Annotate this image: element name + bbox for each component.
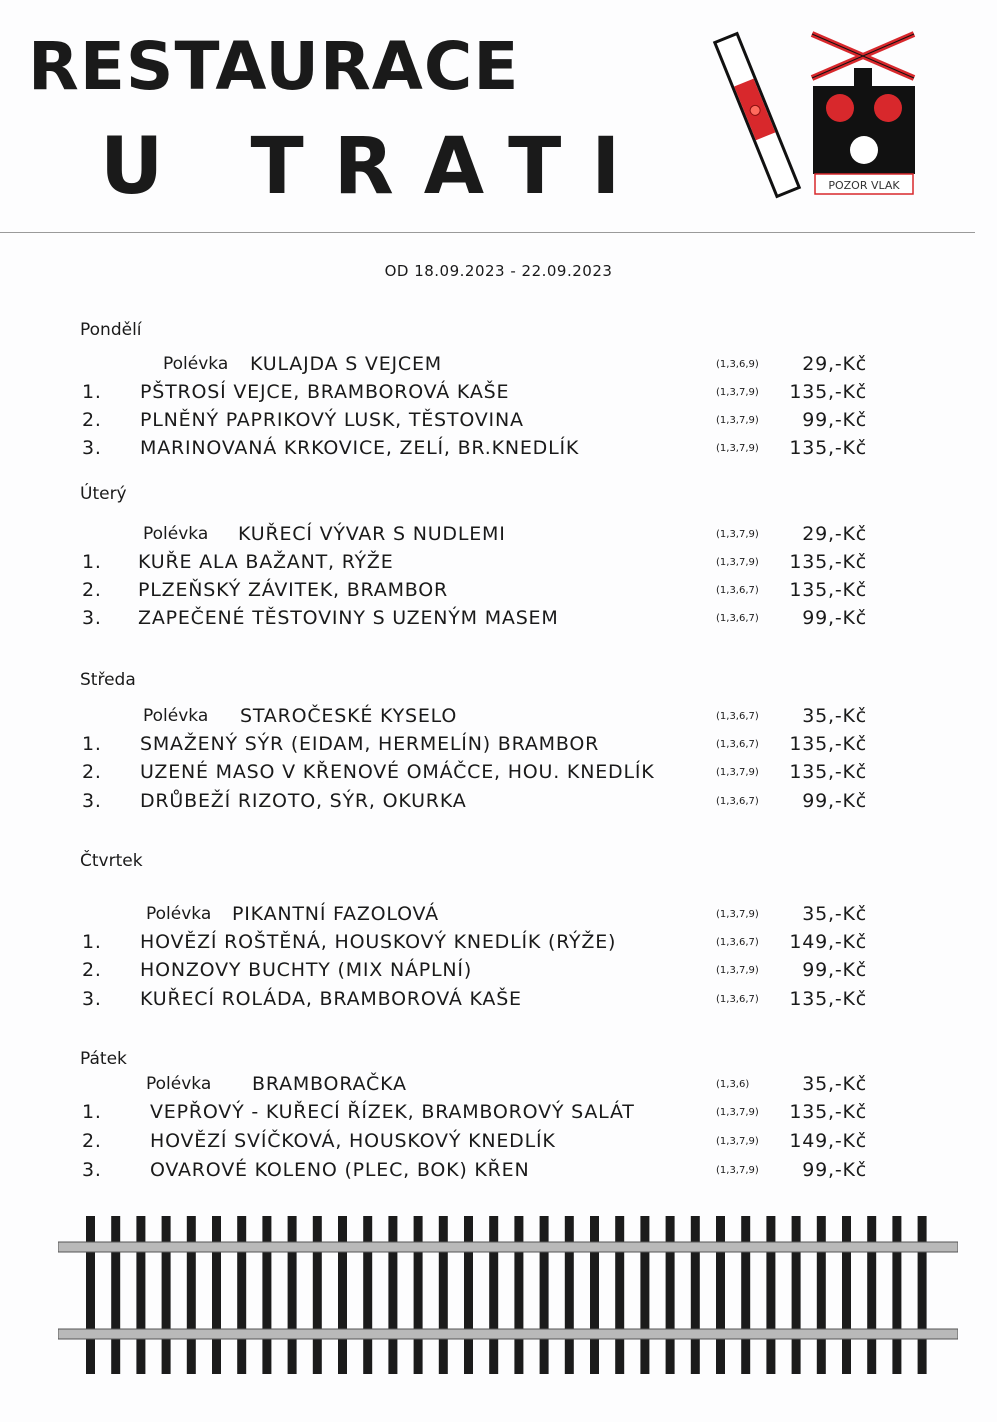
allergens: (1,3,6) bbox=[716, 1079, 750, 1090]
soup-label: Polévka bbox=[143, 706, 209, 726]
allergens: (1,3,6,7) bbox=[716, 994, 759, 1005]
allergens: (1,3,6,7) bbox=[716, 937, 759, 948]
meal-name: PŠTROSÍ VEJCE, BRAMBOROVÁ KAŠE bbox=[140, 381, 510, 403]
track-sleeper bbox=[615, 1216, 624, 1374]
meal-number: 1. bbox=[82, 1101, 102, 1123]
allergens: (1,3,7,9) bbox=[716, 387, 759, 398]
day-heading-thursday: Čtvrtek bbox=[80, 851, 143, 871]
meal-name: SMAŽENÝ SÝR (EIDAM, HERMELÍN) BRAMBOR bbox=[140, 733, 600, 755]
allergens: (1,3,7,9) bbox=[716, 529, 759, 540]
meal-name: HONZOVY BUCHTY (MIX NÁPLNÍ) bbox=[140, 959, 473, 981]
allergens: (1,3,7,9) bbox=[716, 443, 759, 454]
soup-name: KULAJDA S VEJCEM bbox=[250, 353, 442, 375]
track-sleeper bbox=[565, 1216, 574, 1374]
meal-name: KUŘECÍ ROLÁDA, BRAMBOROVÁ KAŠE bbox=[140, 988, 522, 1010]
price: 135,-Kč bbox=[789, 551, 867, 573]
price: 29,-Kč bbox=[802, 353, 867, 375]
price: 135,-Kč bbox=[789, 437, 867, 459]
meal-name: VEPŘOVÝ - KUŘECÍ ŘÍZEK, BRAMBOROVÝ SALÁT bbox=[150, 1101, 635, 1123]
track-sleeper bbox=[363, 1216, 372, 1374]
meal-number: 1. bbox=[82, 931, 102, 953]
meal-row bbox=[0, 988, 997, 1014]
price: 99,-Kč bbox=[802, 790, 867, 812]
price: 135,-Kč bbox=[789, 733, 867, 755]
soup-row-thursday bbox=[0, 903, 997, 929]
soup-name: KUŘECÍ VÝVAR S NUDLEMI bbox=[238, 523, 506, 545]
restaurant-title-line2: U TRATI bbox=[100, 122, 651, 212]
price: 99,-Kč bbox=[802, 1159, 867, 1181]
allergens: (1,3,7,9) bbox=[716, 1136, 759, 1147]
track-sleeper bbox=[590, 1216, 599, 1374]
track-sleeper bbox=[691, 1216, 700, 1374]
price: 149,-Kč bbox=[789, 931, 867, 953]
meal-name: PLNĚNÝ PAPRIKOVÝ LUSK, TĚSTOVINA bbox=[140, 409, 524, 431]
allergens: (1,3,6,9) bbox=[716, 359, 759, 370]
track-sleeper bbox=[842, 1216, 851, 1374]
price: 99,-Kč bbox=[802, 607, 867, 629]
sign-text: POZOR VLAK bbox=[828, 179, 900, 192]
meal-name: HOVĚZÍ ROŠTĚNÁ, HOUSKOVÝ KNEDLÍK (RÝŽE) bbox=[140, 931, 617, 953]
track-sleeper bbox=[388, 1216, 397, 1374]
price: 99,-Kč bbox=[802, 409, 867, 431]
track-sleeper bbox=[817, 1216, 826, 1374]
day-heading-friday: Pátek bbox=[80, 1049, 127, 1069]
soup-label: Polévka bbox=[163, 354, 229, 374]
soup-name: PIKANTNÍ FAZOLOVÁ bbox=[232, 903, 439, 925]
meal-row bbox=[0, 959, 997, 985]
allergens: (1,3,7,9) bbox=[716, 767, 759, 778]
track-sleeper bbox=[162, 1216, 171, 1374]
allergens: (1,3,7,9) bbox=[716, 1107, 759, 1118]
track-sleeper bbox=[464, 1216, 473, 1374]
day-heading-wednesday: Středa bbox=[80, 670, 136, 690]
track-sleeper bbox=[237, 1216, 246, 1374]
track-rail bbox=[58, 1329, 958, 1339]
meal-row bbox=[0, 579, 997, 605]
track-sleeper bbox=[741, 1216, 750, 1374]
track-sleeper bbox=[338, 1216, 347, 1374]
meal-row bbox=[0, 1159, 997, 1185]
track-rail bbox=[58, 1242, 958, 1252]
track-sleeper bbox=[313, 1216, 322, 1374]
meal-number: 2. bbox=[82, 959, 102, 981]
meal-number: 3. bbox=[82, 988, 102, 1010]
price: 135,-Kč bbox=[789, 1101, 867, 1123]
day-heading-monday: Pondělí bbox=[80, 320, 142, 340]
track-sleeper bbox=[111, 1216, 120, 1374]
meal-number: 3. bbox=[82, 607, 102, 629]
meal-number: 2. bbox=[82, 1130, 102, 1152]
allergens: (1,3,7,9) bbox=[716, 557, 759, 568]
track-sleeper bbox=[918, 1216, 927, 1374]
price: 35,-Kč bbox=[802, 705, 867, 727]
allergens: (1,3,7,9) bbox=[716, 909, 759, 920]
track-sleeper bbox=[439, 1216, 448, 1374]
soup-row-friday bbox=[0, 1073, 997, 1099]
allergens: (1,3,6,7) bbox=[716, 739, 759, 750]
soup-label: Polévka bbox=[143, 524, 209, 544]
track-sleeper bbox=[892, 1216, 901, 1374]
meal-number: 2. bbox=[82, 579, 102, 601]
meal-name: HOVĚZÍ SVÍČKOVÁ, HOUSKOVÝ KNEDLÍK bbox=[150, 1130, 556, 1152]
track-sleeper bbox=[867, 1216, 876, 1374]
soup-label: Polévka bbox=[146, 1074, 212, 1094]
track-sleeper bbox=[792, 1216, 801, 1374]
track-sleeper bbox=[716, 1216, 725, 1374]
price: 149,-Kč bbox=[789, 1130, 867, 1152]
price: 35,-Kč bbox=[802, 903, 867, 925]
meal-number: 3. bbox=[82, 790, 102, 812]
track-sleeper bbox=[766, 1216, 775, 1374]
meal-number: 2. bbox=[82, 409, 102, 431]
meal-row bbox=[0, 931, 997, 957]
allergens: (1,3,6,7) bbox=[716, 613, 759, 624]
soup-row-wednesday bbox=[0, 705, 997, 731]
meal-row bbox=[0, 409, 997, 435]
day-heading-tuesday: Úterý bbox=[80, 484, 127, 504]
meal-name: OVAROVÉ KOLENO (PLEC, BOK) KŘEN bbox=[150, 1159, 530, 1181]
allergens: (1,3,6,7) bbox=[716, 585, 759, 596]
restaurant-title-line1: RESTAURACE bbox=[28, 28, 520, 105]
meal-row bbox=[0, 551, 997, 577]
track-sleeper bbox=[540, 1216, 549, 1374]
price: 135,-Kč bbox=[789, 579, 867, 601]
track-sleeper bbox=[288, 1216, 297, 1374]
meal-number: 1. bbox=[82, 551, 102, 573]
meal-name: ZAPEČENÉ TĚSTOVINY S UZENÝM MASEM bbox=[138, 607, 559, 629]
price: 29,-Kč bbox=[802, 523, 867, 545]
meal-name: KUŘE ALA BAŽANT, RÝŽE bbox=[138, 551, 394, 573]
track-sleeper bbox=[262, 1216, 271, 1374]
allergens: (1,3,7,9) bbox=[716, 965, 759, 976]
price: 135,-Kč bbox=[789, 381, 867, 403]
meal-row bbox=[0, 790, 997, 816]
price: 35,-Kč bbox=[802, 1073, 867, 1095]
soup-name: STAROČESKÉ KYSELO bbox=[240, 705, 458, 727]
meal-row bbox=[0, 381, 997, 407]
track-sleeper bbox=[640, 1216, 649, 1374]
track-sleeper bbox=[187, 1216, 196, 1374]
price: 99,-Kč bbox=[802, 959, 867, 981]
track-sleeper bbox=[86, 1216, 95, 1374]
railway-barrier-icon bbox=[712, 30, 802, 200]
meal-name: MARINOVANÁ KRKOVICE, ZELÍ, BR.KNEDLÍK bbox=[140, 437, 580, 459]
meal-row bbox=[0, 761, 997, 787]
allergens: (1,3,7,9) bbox=[716, 415, 759, 426]
meal-row bbox=[0, 607, 997, 633]
meal-number: 3. bbox=[82, 437, 102, 459]
railway-track-icon bbox=[58, 1212, 958, 1377]
track-sleeper bbox=[514, 1216, 523, 1374]
track-sleeper bbox=[136, 1216, 145, 1374]
meal-number: 2. bbox=[82, 761, 102, 783]
meal-name: UZENÉ MASO V KŘENOVÉ OMÁČCE, HOU. KNEDLÍK bbox=[140, 761, 655, 783]
price: 135,-Kč bbox=[789, 761, 867, 783]
allergens: (1,3,6,7) bbox=[716, 796, 759, 807]
price: 135,-Kč bbox=[789, 988, 867, 1010]
header-divider bbox=[0, 232, 975, 233]
soup-label: Polévka bbox=[146, 904, 212, 924]
meal-number: 1. bbox=[82, 381, 102, 403]
date-range: OD 18.09.2023 - 22.09.2023 bbox=[384, 262, 613, 280]
track-sleeper bbox=[666, 1216, 675, 1374]
meal-name: DRŮBEŽÍ RIZOTO, SÝR, OKURKA bbox=[140, 790, 467, 812]
soup-name: BRAMBORAČKA bbox=[252, 1073, 407, 1095]
meal-row bbox=[0, 1101, 997, 1127]
soup-row-tuesday bbox=[0, 523, 997, 549]
meal-row bbox=[0, 437, 997, 463]
track-sleeper bbox=[414, 1216, 423, 1374]
track-sleeper bbox=[489, 1216, 498, 1374]
allergens: (1,3,7,9) bbox=[716, 1165, 759, 1176]
meal-name: PLZEŇSKÝ ZÁVITEK, BRAMBOR bbox=[138, 579, 449, 601]
meal-row bbox=[0, 733, 997, 759]
meal-row bbox=[0, 1130, 997, 1156]
meal-number: 3. bbox=[82, 1159, 102, 1181]
soup-row-monday bbox=[0, 353, 997, 379]
track-sleeper bbox=[212, 1216, 221, 1374]
allergens: (1,3,6,7) bbox=[716, 711, 759, 722]
railway-crossing-signal-icon bbox=[806, 30, 922, 198]
meal-number: 1. bbox=[82, 733, 102, 755]
